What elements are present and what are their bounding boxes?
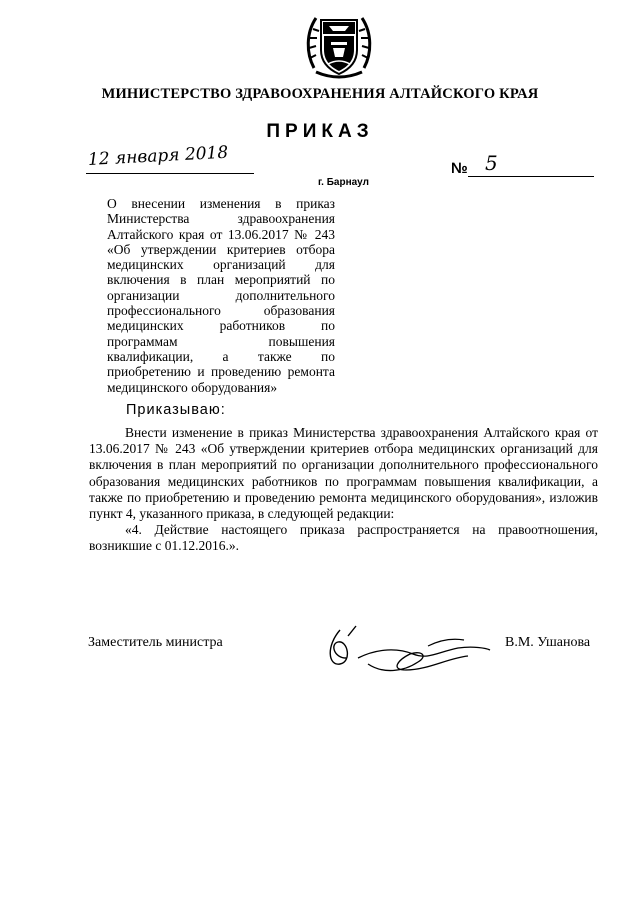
signer-name: В.М. Ушанова [505,635,591,650]
handwritten-number: 5 [485,151,498,175]
ministry-name: МИНИСТЕРСТВО ЗДРАВООХРАНЕНИЯ АЛТАЙСКОГО КРАЯ [101,86,539,102]
coat-of-arms-icon [304,8,374,80]
signer-title: Заместитель министра [88,635,223,650]
document-body [89,425,598,555]
date-underline [86,173,254,174]
number-underline [468,176,594,177]
document-subject: О внесении изменения в приказ Министерства здравоохранения Алтайского края от 13.06.2017 № 243 «Об утверждении критериев отбора медицинских организаций для включения в план мероприятий по организации дополнительного профессионального образования медицинских работников по программам повышения квалификации, а также по приобретению и проведению ремонта медицинского оборудования» [107,196,335,395]
document-type-title: ПРИКАЗ [266,121,374,142]
handwritten-date: 12 января 2018 [87,142,229,170]
city: г. Барнаул [318,177,369,188]
number-label: № [451,160,468,177]
handwritten-signature-icon [318,618,493,680]
order-word: Приказываю: [126,402,226,418]
body-paragraph-2: «4. Действие настоящего приказа распространяется на правоотношения, возникшие с 01.12.2016.». [89,522,598,554]
body-paragraph-1: Внести изменение в приказ Министерства здравоохранения Алтайского края от 13.06.2017 № 243 «Об утверждении критериев отбора медицинских организаций для включения в план мероприятий по организации дополнительного профессионального образования медицинских работников по программам повышения квалификации, а также по приобретению и проведению ремонта медицинского оборудования», изложив пункт 4, указанного приказа, в следующей редакции: [89,425,598,522]
